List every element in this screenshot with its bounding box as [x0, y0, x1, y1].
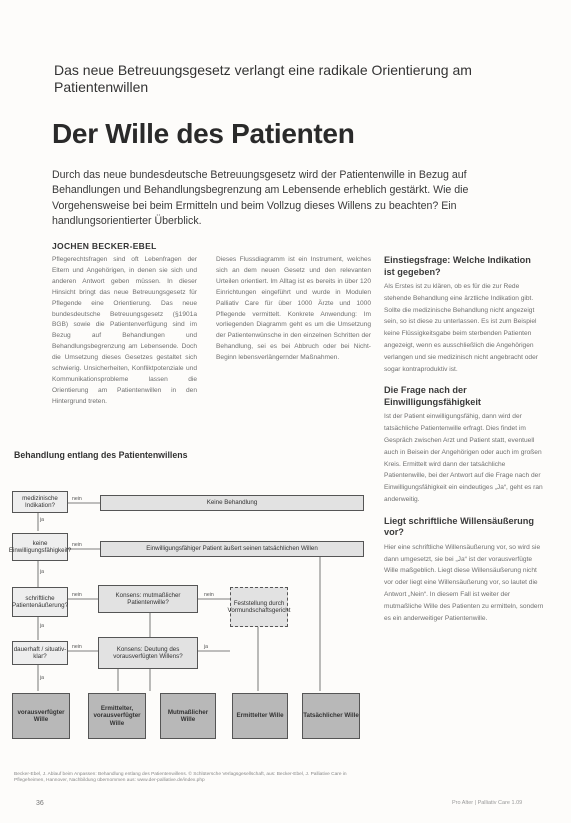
label-yes: ja [204, 644, 209, 650]
flow-box-durable: dauerhaft / situativ-klar? [12, 641, 68, 665]
page-number: 36 [36, 800, 44, 807]
flow-bar-no-treatment: Keine Behandlung [100, 495, 364, 511]
label-yes: ja [40, 517, 45, 523]
flow-result-determined: Ermittelter Wille [232, 693, 288, 739]
flow-box-court: Feststellung durch Vormundschaftsgericht [230, 587, 288, 627]
kicker: Das neue Betreuungsgesetz verlangt eine radikale Orientierung am Patientenwillen [54, 62, 472, 95]
label-yes: ja [40, 623, 45, 629]
flowchart [10, 465, 370, 770]
flow-result-presumed: Mutmaßlicher Wille [160, 693, 216, 739]
label-no: nein [204, 592, 214, 598]
side-text: Als Erstes ist zu klären, ob es für die zur Rede stehende Behandlung eine ärztliche Indikation gibt. Sollte die medizinische Behandlung nicht angezeigt sein, so ist diese zu unterlassen. Es ist zum Beispiel keine Flüssigkeitsgabe beim sterbenden Patienten angezeigt, wenn es ausschließlich die Angehörigen verlangen und sie medizinisch nicht angebracht oder sogar kontraproduktiv ist. [384, 283, 538, 373]
sidebar-column [384, 255, 544, 634]
flow-box-indication: medizinische Indikation? [12, 491, 68, 513]
flow-box-consensus-interpretation: Konsens: Deutung des vorausverfügten Willens? [98, 637, 198, 669]
label-yes: ja [40, 569, 45, 575]
flow-result-actual: Tatsächlicher Wille [302, 693, 360, 739]
figure-caption: Becker-Ebel, J. Ablauf beim Anpassen: Behandlung entlang des Patientenwillens. © Schlütersche Verlagsgesellschaft, aus: Becker-Ebel, J. Palliative Care in Pflegeheimen, Hannover, Nachbildung übernommen aus: www.der-palliative.de/index.php [14, 772, 347, 784]
label-yes: ja [40, 675, 45, 681]
label-no: nein [72, 592, 82, 598]
journal-footer: Pro Alter | Palliativ Care 1.09 [452, 800, 523, 806]
flow-box-consensus-presumed: Konsens: mutmaßlicher Patientenwille? [98, 585, 198, 613]
label-no: nein [72, 496, 82, 502]
label-no: nein [72, 644, 82, 650]
flow-result-advance: vorausverfügter Wille [12, 693, 70, 739]
byline: JOCHEN BECKER-EBEL [52, 241, 157, 251]
flow-result-determined-advance: Ermittelter, vorausverfügter Wille [88, 693, 146, 739]
side-heading: Liegt schriftliche Willensäußerung vor? [384, 515, 535, 538]
side-heading: Einstiegsfrage: Welche Indikation ist gegeben? [384, 255, 531, 277]
side-text: Ist der Patient einwilligungsfähig, dann wird der tatsächliche Patientenwille erfragt. Dies findet im Gespräch zwischen Arzt und Patient statt, eventuell auch in Beisein der Angehörigen oder auch im großen Kreis. Ermittelt wird dann der tatsächliche Patientenwille, bei der Antwort auf die Frage nach der Einwilligungsfähigkeit ein eindeutiges „Ja“, geht es ran anderweitig. [384, 413, 543, 503]
side-text: Hier eine schriftliche Willensäußerung vor, so wird sie dann umgesetzt, sie bei „Ja“ ist der vorausverfügte Wille maßgeblich. Liegt diese Willensäußerung nicht vor oder liegt eine Willensäußerung vor, so lautet die Antwort „Nein“. In diesem Fall ist weiter der mutmaßliche Wille des Patienten zu ermitteln, sondern es ein anderweitiger Patientenwille. [384, 543, 544, 622]
label-no: nein [72, 542, 82, 548]
body-column-1: Pflegerechtsfragen sind oft Lebenfragen der Eltern und Angehörigen, in denen sie sich und anderen Antwort geben müssen. In dieser Hinsicht bringt das neue Betreuungsgesetz für Pflegende eine Orientierung. Das neue bundesdeutsche Betreuungsgesetz (§1901a BGB) sowie die Patientenverfügung sind im Bezug auf Behandlungen und Behandlungsbegrenzung am Lebensende. Doch die Umsetzung dieses Gesetzes gestaltet sich schwierig. Unsicherheiten, Konfliktpotenziale und Kommunikationsprobleme lassen die Orientierung am Patientenwillen in den Hintergrund treten. [52, 256, 197, 405]
side-heading: Die Frage nach der Einwilligungsfähigkeit [384, 385, 481, 407]
flow-box-capacity: keine Einwilligungsfähigkeit? [12, 533, 68, 561]
flow-box-written: schriftliche Patientenäußerung? [12, 587, 68, 617]
body-column-2: Dieses Flussdiagramm ist ein Instrument, welches sich an dem neuen Gesetz und den relevanten Urteilen orientiert. Im Alltag ist es bereits in über 120 Einrichtungen eingeführt und wurde in Modulen Palliativ Care für über 1000 Ärzte und 1000 Pflegende vermittelt. Konkrete Anwendung: Im vorliegenden Diagramm geht es um die Umsetzung der Patientenwünsche in den einzelnen Schritten der Behandlung, sei es bei Abbruch oder bei Nicht-Beginn lebensverlängernder Maßnahmen. [216, 256, 371, 362]
lead-paragraph: Durch das neue bundesdeutsche Betreuungsgesetz wird der Patientenwille in Bezug auf Behandlungen und Behandlungsbegrenzung am Lebensende erheblich gestärkt. Wie die Vorgehensweise bei beim Ermitteln und beim Vollzug dieses Willens zu beachten? Ein handlungsorientierter Überblick. [52, 169, 469, 227]
flow-bar-capable-patient: Einwilligungsfähiger Patient äußert seinen tatsächlichen Willen [100, 541, 364, 557]
diagram-title: Behandlung entlang des Patientenwillens [14, 450, 188, 460]
page-title: Der Wille des Patienten [52, 118, 355, 149]
